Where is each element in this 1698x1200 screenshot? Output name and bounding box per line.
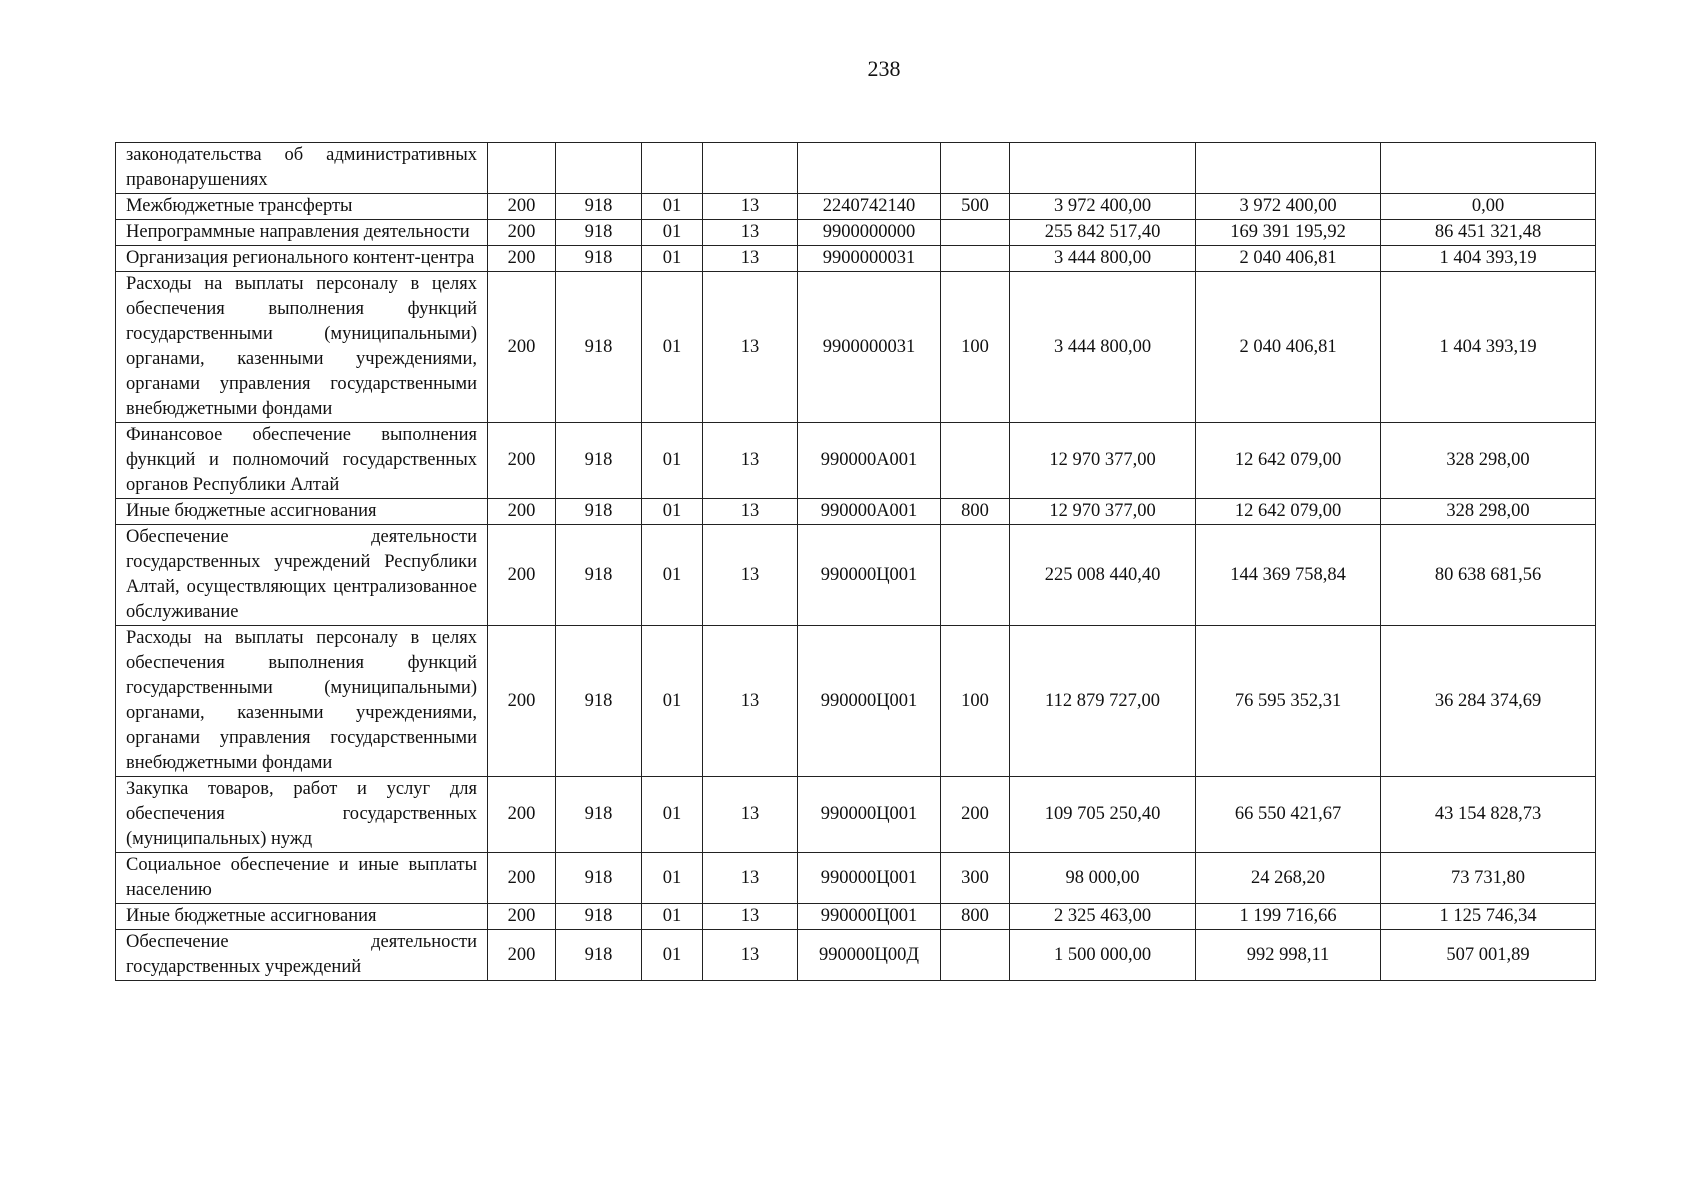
expense-type-code: 800 bbox=[941, 904, 1010, 930]
expense-name: Расходы на выплаты персоналу в целях обеспечения выполнения функций государственными (муниципальными) органами, казенными учреждениями, органами управления государственными внебюджетными фондами bbox=[116, 626, 488, 777]
expense-type-code bbox=[941, 220, 1010, 246]
expense-name: Непрограммные направления деятельности bbox=[116, 220, 488, 246]
planned-amount: 112 879 727,00 bbox=[1010, 626, 1196, 777]
section-code: 01 bbox=[642, 930, 703, 981]
ministry-code: 200 bbox=[488, 499, 556, 525]
table-row bbox=[116, 626, 1596, 777]
table-row bbox=[116, 272, 1596, 423]
chief-manager-code: 918 bbox=[556, 499, 642, 525]
target-article-code: 990000Ц001 bbox=[798, 626, 941, 777]
planned-amount: 3 972 400,00 bbox=[1010, 194, 1196, 220]
table-row bbox=[116, 499, 1596, 525]
remaining-amount: 1 404 393,19 bbox=[1381, 272, 1596, 423]
executed-amount: 24 268,20 bbox=[1196, 853, 1381, 904]
ministry-code: 200 bbox=[488, 777, 556, 853]
executed-amount: 2 040 406,81 bbox=[1196, 272, 1381, 423]
section-code: 01 bbox=[642, 220, 703, 246]
ministry-code: 200 bbox=[488, 525, 556, 626]
budget-table bbox=[115, 142, 1596, 981]
subsection-code: 13 bbox=[703, 220, 798, 246]
section-code: 01 bbox=[642, 777, 703, 853]
planned-amount: 12 970 377,00 bbox=[1010, 499, 1196, 525]
table-body bbox=[116, 143, 1596, 981]
chief-manager-code: 918 bbox=[556, 626, 642, 777]
executed-amount: 169 391 195,92 bbox=[1196, 220, 1381, 246]
executed-amount bbox=[1196, 143, 1381, 194]
planned-amount: 2 325 463,00 bbox=[1010, 904, 1196, 930]
table-row bbox=[116, 853, 1596, 904]
target-article-code: 990000Ц00Д bbox=[798, 930, 941, 981]
subsection-code: 13 bbox=[703, 272, 798, 423]
executed-amount: 992 998,11 bbox=[1196, 930, 1381, 981]
expense-name: Иные бюджетные ассигнования bbox=[116, 904, 488, 930]
ministry-code: 200 bbox=[488, 194, 556, 220]
chief-manager-code: 918 bbox=[556, 930, 642, 981]
remaining-amount: 1 125 746,34 bbox=[1381, 904, 1596, 930]
target-article-code: 9900000031 bbox=[798, 246, 941, 272]
target-article-code: 990000Ц001 bbox=[798, 904, 941, 930]
remaining-amount: 36 284 374,69 bbox=[1381, 626, 1596, 777]
target-article-code: 990000А001 bbox=[798, 423, 941, 499]
chief-manager-code: 918 bbox=[556, 853, 642, 904]
subsection-code: 13 bbox=[703, 246, 798, 272]
target-article-code: 9900000031 bbox=[798, 272, 941, 423]
remaining-amount: 73 731,80 bbox=[1381, 853, 1596, 904]
chief-manager-code: 918 bbox=[556, 423, 642, 499]
subsection-code: 13 bbox=[703, 904, 798, 930]
chief-manager-code: 918 bbox=[556, 525, 642, 626]
section-code: 01 bbox=[642, 626, 703, 777]
target-article-code: 990000Ц001 bbox=[798, 853, 941, 904]
remaining-amount: 86 451 321,48 bbox=[1381, 220, 1596, 246]
remaining-amount: 328 298,00 bbox=[1381, 423, 1596, 499]
section-code: 01 bbox=[642, 194, 703, 220]
chief-manager-code: 918 bbox=[556, 220, 642, 246]
section-code: 01 bbox=[642, 525, 703, 626]
table-row bbox=[116, 220, 1596, 246]
expense-type-code bbox=[941, 423, 1010, 499]
expense-type-code: 300 bbox=[941, 853, 1010, 904]
table-row bbox=[116, 246, 1596, 272]
planned-amount: 12 970 377,00 bbox=[1010, 423, 1196, 499]
executed-amount: 76 595 352,31 bbox=[1196, 626, 1381, 777]
target-article-code: 990000Ц001 bbox=[798, 525, 941, 626]
expense-type-code bbox=[941, 525, 1010, 626]
executed-amount: 12 642 079,00 bbox=[1196, 423, 1381, 499]
table-row bbox=[116, 904, 1596, 930]
planned-amount bbox=[1010, 143, 1196, 194]
expense-name: Обеспечение деятельности государственных учреждений Республики Алтай, осуществляющих централизованное обслуживание bbox=[116, 525, 488, 626]
section-code: 01 bbox=[642, 423, 703, 499]
ministry-code: 200 bbox=[488, 272, 556, 423]
section-code: 01 bbox=[642, 499, 703, 525]
table-row bbox=[116, 194, 1596, 220]
ministry-code: 200 bbox=[488, 853, 556, 904]
expense-name: Межбюджетные трансферты bbox=[116, 194, 488, 220]
ministry-code: 200 bbox=[488, 626, 556, 777]
planned-amount: 255 842 517,40 bbox=[1010, 220, 1196, 246]
expense-name: Закупка товаров, работ и услуг для обеспечения государственных (муниципальных) нужд bbox=[116, 777, 488, 853]
table-row bbox=[116, 525, 1596, 626]
expense-type-code bbox=[941, 930, 1010, 981]
section-code: 01 bbox=[642, 272, 703, 423]
remaining-amount: 43 154 828,73 bbox=[1381, 777, 1596, 853]
subsection-code: 13 bbox=[703, 423, 798, 499]
expense-name: Финансовое обеспечение выполнения функций и полномочий государственных органов Республики Алтай bbox=[116, 423, 488, 499]
ministry-code: 200 bbox=[488, 930, 556, 981]
subsection-code: 13 bbox=[703, 525, 798, 626]
expense-type-code: 200 bbox=[941, 777, 1010, 853]
ministry-code: 200 bbox=[488, 423, 556, 499]
expense-type-code: 500 bbox=[941, 194, 1010, 220]
planned-amount: 98 000,00 bbox=[1010, 853, 1196, 904]
section-code bbox=[642, 143, 703, 194]
subsection-code: 13 bbox=[703, 853, 798, 904]
expense-name: законодательства об административных правонарушениях bbox=[116, 143, 488, 194]
executed-amount: 2 040 406,81 bbox=[1196, 246, 1381, 272]
planned-amount: 3 444 800,00 bbox=[1010, 246, 1196, 272]
table-row bbox=[116, 423, 1596, 499]
chief-manager-code: 918 bbox=[556, 904, 642, 930]
planned-amount: 1 500 000,00 bbox=[1010, 930, 1196, 981]
remaining-amount: 1 404 393,19 bbox=[1381, 246, 1596, 272]
expense-type-code: 100 bbox=[941, 626, 1010, 777]
expense-name: Иные бюджетные ассигнования bbox=[116, 499, 488, 525]
chief-manager-code bbox=[556, 143, 642, 194]
executed-amount: 1 199 716,66 bbox=[1196, 904, 1381, 930]
expense-type-code: 800 bbox=[941, 499, 1010, 525]
executed-amount: 12 642 079,00 bbox=[1196, 499, 1381, 525]
section-code: 01 bbox=[642, 853, 703, 904]
planned-amount: 109 705 250,40 bbox=[1010, 777, 1196, 853]
chief-manager-code: 918 bbox=[556, 272, 642, 423]
remaining-amount: 0,00 bbox=[1381, 194, 1596, 220]
target-article-code: 990000А001 bbox=[798, 499, 941, 525]
expense-name: Организация регионального контент-центра bbox=[116, 246, 488, 272]
executed-amount: 3 972 400,00 bbox=[1196, 194, 1381, 220]
subsection-code: 13 bbox=[703, 930, 798, 981]
remaining-amount: 328 298,00 bbox=[1381, 499, 1596, 525]
page-number: 238 bbox=[867, 56, 901, 81]
chief-manager-code: 918 bbox=[556, 194, 642, 220]
chief-manager-code: 918 bbox=[556, 777, 642, 853]
expense-type-code: 100 bbox=[941, 272, 1010, 423]
remaining-amount: 507 001,89 bbox=[1381, 930, 1596, 981]
subsection-code: 13 bbox=[703, 499, 798, 525]
subsection-code: 13 bbox=[703, 626, 798, 777]
expense-type-code bbox=[941, 246, 1010, 272]
planned-amount: 225 008 440,40 bbox=[1010, 525, 1196, 626]
ministry-code bbox=[488, 143, 556, 194]
executed-amount: 66 550 421,67 bbox=[1196, 777, 1381, 853]
remaining-amount bbox=[1381, 143, 1596, 194]
expense-name: Расходы на выплаты персоналу в целях обеспечения выполнения функций государственными (муниципальными) органами, казенными учреждениями, органами управления государственными внебюджетными фондами bbox=[116, 272, 488, 423]
planned-amount: 3 444 800,00 bbox=[1010, 272, 1196, 423]
target-article-code bbox=[798, 143, 941, 194]
expense-name: Социальное обеспечение и иные выплаты населению bbox=[116, 853, 488, 904]
table-row bbox=[116, 777, 1596, 853]
table-row bbox=[116, 930, 1596, 981]
chief-manager-code: 918 bbox=[556, 246, 642, 272]
ministry-code: 200 bbox=[488, 246, 556, 272]
subsection-code: 13 bbox=[703, 194, 798, 220]
subsection-code: 13 bbox=[703, 777, 798, 853]
target-article-code: 990000Ц001 bbox=[798, 777, 941, 853]
section-code: 01 bbox=[642, 904, 703, 930]
table-row bbox=[116, 143, 1596, 194]
ministry-code: 200 bbox=[488, 220, 556, 246]
target-article-code: 9900000000 bbox=[798, 220, 941, 246]
subsection-code bbox=[703, 143, 798, 194]
remaining-amount: 80 638 681,56 bbox=[1381, 525, 1596, 626]
expense-name: Обеспечение деятельности государственных учреждений bbox=[116, 930, 488, 981]
section-code: 01 bbox=[642, 246, 703, 272]
target-article-code: 2240742140 bbox=[798, 194, 941, 220]
expense-type-code bbox=[941, 143, 1010, 194]
ministry-code: 200 bbox=[488, 904, 556, 930]
executed-amount: 144 369 758,84 bbox=[1196, 525, 1381, 626]
